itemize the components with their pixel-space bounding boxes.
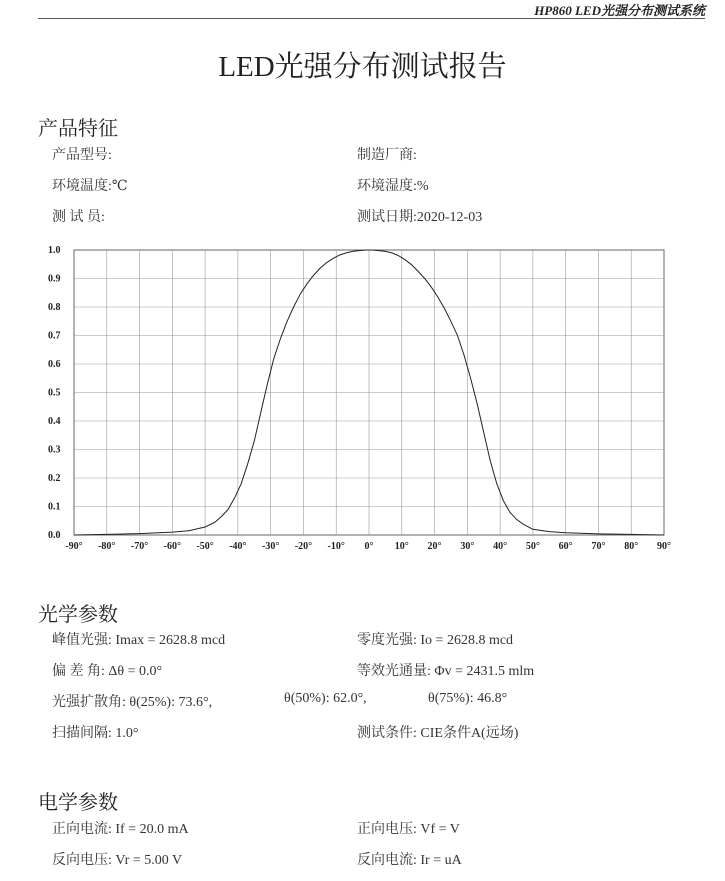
y-tick-label: 0.4 [48,416,61,427]
reverse-voltage: 反向电压: Vr = 5.00 V [52,853,183,868]
report-title: LED光强分布测试报告 [218,51,507,83]
scan-interval: 扫描间隔: 1.0° [52,726,139,741]
y-tick-label: 0.8 [48,302,61,313]
x-tick-label: -60° [163,541,182,552]
x-tick-label: -20° [294,541,313,552]
test-date: 测试日期:2020-12-03 [357,210,483,225]
ambient-humidity: 环境湿度:% [357,179,429,194]
section-product: 产品特征 [38,118,118,140]
system-header: HP860 LED光强分布测试系统 [534,3,705,18]
x-tick-label: 50° [525,541,540,552]
header-divider [38,18,705,19]
tester: 测 试 员: [52,210,105,225]
y-tick-label: 0.6 [48,359,61,370]
product-model: 产品型号: [52,148,112,163]
forward-voltage: 正向电压: Vf = V [357,822,460,837]
zero-intensity: 零度光强: Io = 2628.8 mcd [357,633,514,648]
x-tick-label: -40° [229,541,247,552]
section-optical: 光学参数 [38,604,118,626]
x-tick-label: -30° [261,541,280,552]
x-tick-label: 80° [624,541,639,552]
x-tick-label: -50° [196,541,214,552]
peak-intensity: 峰值光强: Imax = 2628.8 mcd [52,633,226,648]
chart-grid [74,250,664,535]
luminous-flux: 等效光通量: Φv = 2431.5 mlm [357,664,535,679]
x-tick-label: -10° [327,541,345,552]
y-tick-label: 0.7 [48,330,61,342]
x-tick-label: 0° [364,541,374,552]
manufacturer: 制造厂商: [357,148,417,163]
x-tick-label: 40° [493,541,508,552]
y-tick-label: 0.9 [48,273,61,285]
y-tick-label: 0.3 [48,444,61,456]
section-electrical: 电学参数 [38,792,118,814]
x-tick-label: -90° [65,541,83,552]
x-tick-label: -70° [130,541,149,552]
forward-current: 正向电流: If = 20.0 mA [52,822,189,837]
spread-angle-75: θ(75%): 46.8° [428,691,508,706]
x-tick-label: 70° [591,541,606,552]
test-condition: 测试条件: CIE条件A(远场) [357,726,519,741]
ambient-temperature: 环境温度:℃ [52,179,128,194]
y-tick-label: 1.0 [48,245,61,256]
x-tick-label: 30° [460,541,475,552]
spread-angle-25: 光强扩散角: θ(25%): 73.6°, [52,695,213,710]
x-tick-label: 60° [558,541,573,552]
x-tick-label: 10° [394,541,409,552]
y-axis-ticks [48,245,61,541]
deviation-angle: 偏 差 角: Δθ = 0.0° [52,664,163,679]
y-tick-label: 0.2 [48,473,61,484]
reverse-current: 反向电流: Ir = uA [357,853,462,868]
x-tick-label: -80° [98,541,116,552]
x-axis-ticks [65,541,671,552]
x-tick-label: 20° [427,541,442,552]
y-tick-label: 0.1 [48,501,61,513]
spread-angle-50: θ(50%): 62.0°, [284,691,367,706]
y-tick-label: 0.5 [48,387,61,399]
y-tick-label: 0.0 [48,530,61,541]
x-tick-label: 90° [657,541,671,552]
intensity-distribution-chart [38,238,683,556]
